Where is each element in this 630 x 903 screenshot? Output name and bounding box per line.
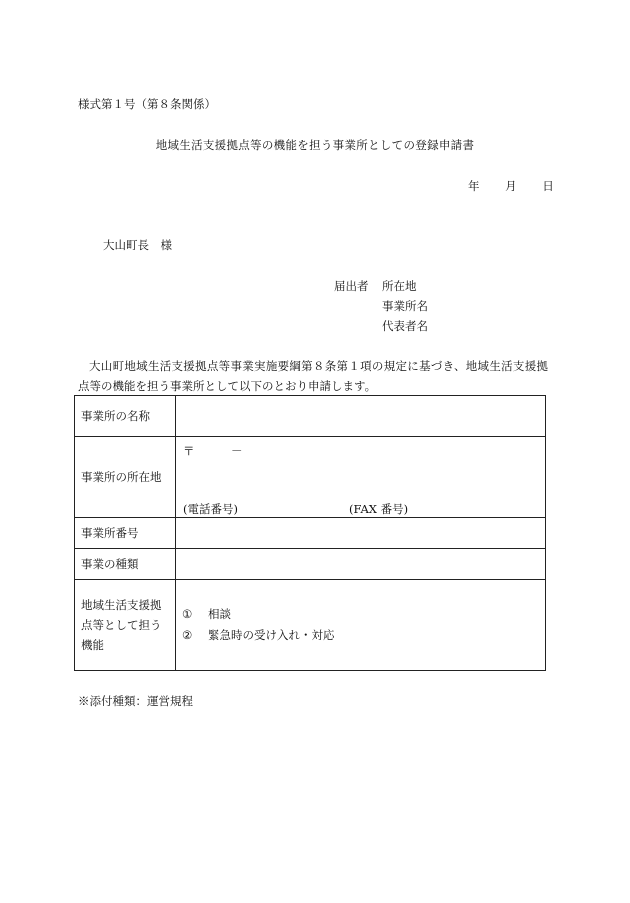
table-row xyxy=(75,437,546,518)
function-item-text: 緊急時の受け入れ・対応 xyxy=(208,628,335,642)
office-number-field[interactable] xyxy=(176,518,546,549)
office-name-label: 事業所の名称 xyxy=(75,396,176,437)
form-number: 様式第１号（第８条関係） xyxy=(78,97,216,111)
fax-label: (FAX 番号) xyxy=(349,502,409,516)
date-month-label: 月 xyxy=(505,179,517,193)
office-address-label: 事業所の所在地 xyxy=(75,437,176,518)
function-item-emergency xyxy=(182,625,539,646)
function-item-consultation xyxy=(182,604,539,625)
table-row xyxy=(75,580,546,671)
filer-label: 届出者 xyxy=(334,279,369,293)
table-row xyxy=(75,396,546,437)
function-label: 地域生活支援拠点等として担う機能 xyxy=(75,580,176,671)
business-type-field[interactable] xyxy=(176,549,546,580)
office-name-field[interactable] xyxy=(176,396,546,437)
table-row xyxy=(75,518,546,549)
date-year-label: 年 xyxy=(468,179,480,193)
postal-dash: － xyxy=(231,444,243,458)
filer-representative-label: 代表者名 xyxy=(382,319,428,333)
office-address-field[interactable] xyxy=(176,437,546,518)
filer-address-label: 所在地 xyxy=(382,279,417,293)
table-row xyxy=(75,549,546,580)
function-item-number: ② xyxy=(182,628,193,642)
function-item-number: ① xyxy=(182,607,193,621)
date-line xyxy=(468,178,554,194)
office-number-label: 事業所番号 xyxy=(75,518,176,549)
body-paragraph: 大山町地域生活支援拠点等事業実施要綱第８条第１項の規定に基づき、地域生活支援拠点等の機能を担う事業所として以下のとおり申請します。 xyxy=(78,359,548,393)
function-list xyxy=(176,580,546,671)
postal-mark: 〒 xyxy=(183,444,195,458)
filer-office-name-label: 事業所名 xyxy=(382,299,428,313)
business-type-label: 事業の種類 xyxy=(75,549,176,580)
function-item-text: 相談 xyxy=(208,607,231,621)
document-title: 地域生活支援拠点等の機能を担う事業所としての登録申請書 xyxy=(155,138,475,152)
date-day-label: 日 xyxy=(542,179,554,193)
addressee: 大山町長 様 xyxy=(103,238,172,252)
attachments-note: ※添付種類：運営規程 xyxy=(78,694,193,708)
registration-table xyxy=(74,395,546,671)
tel-label: (電話番号) xyxy=(183,502,238,516)
